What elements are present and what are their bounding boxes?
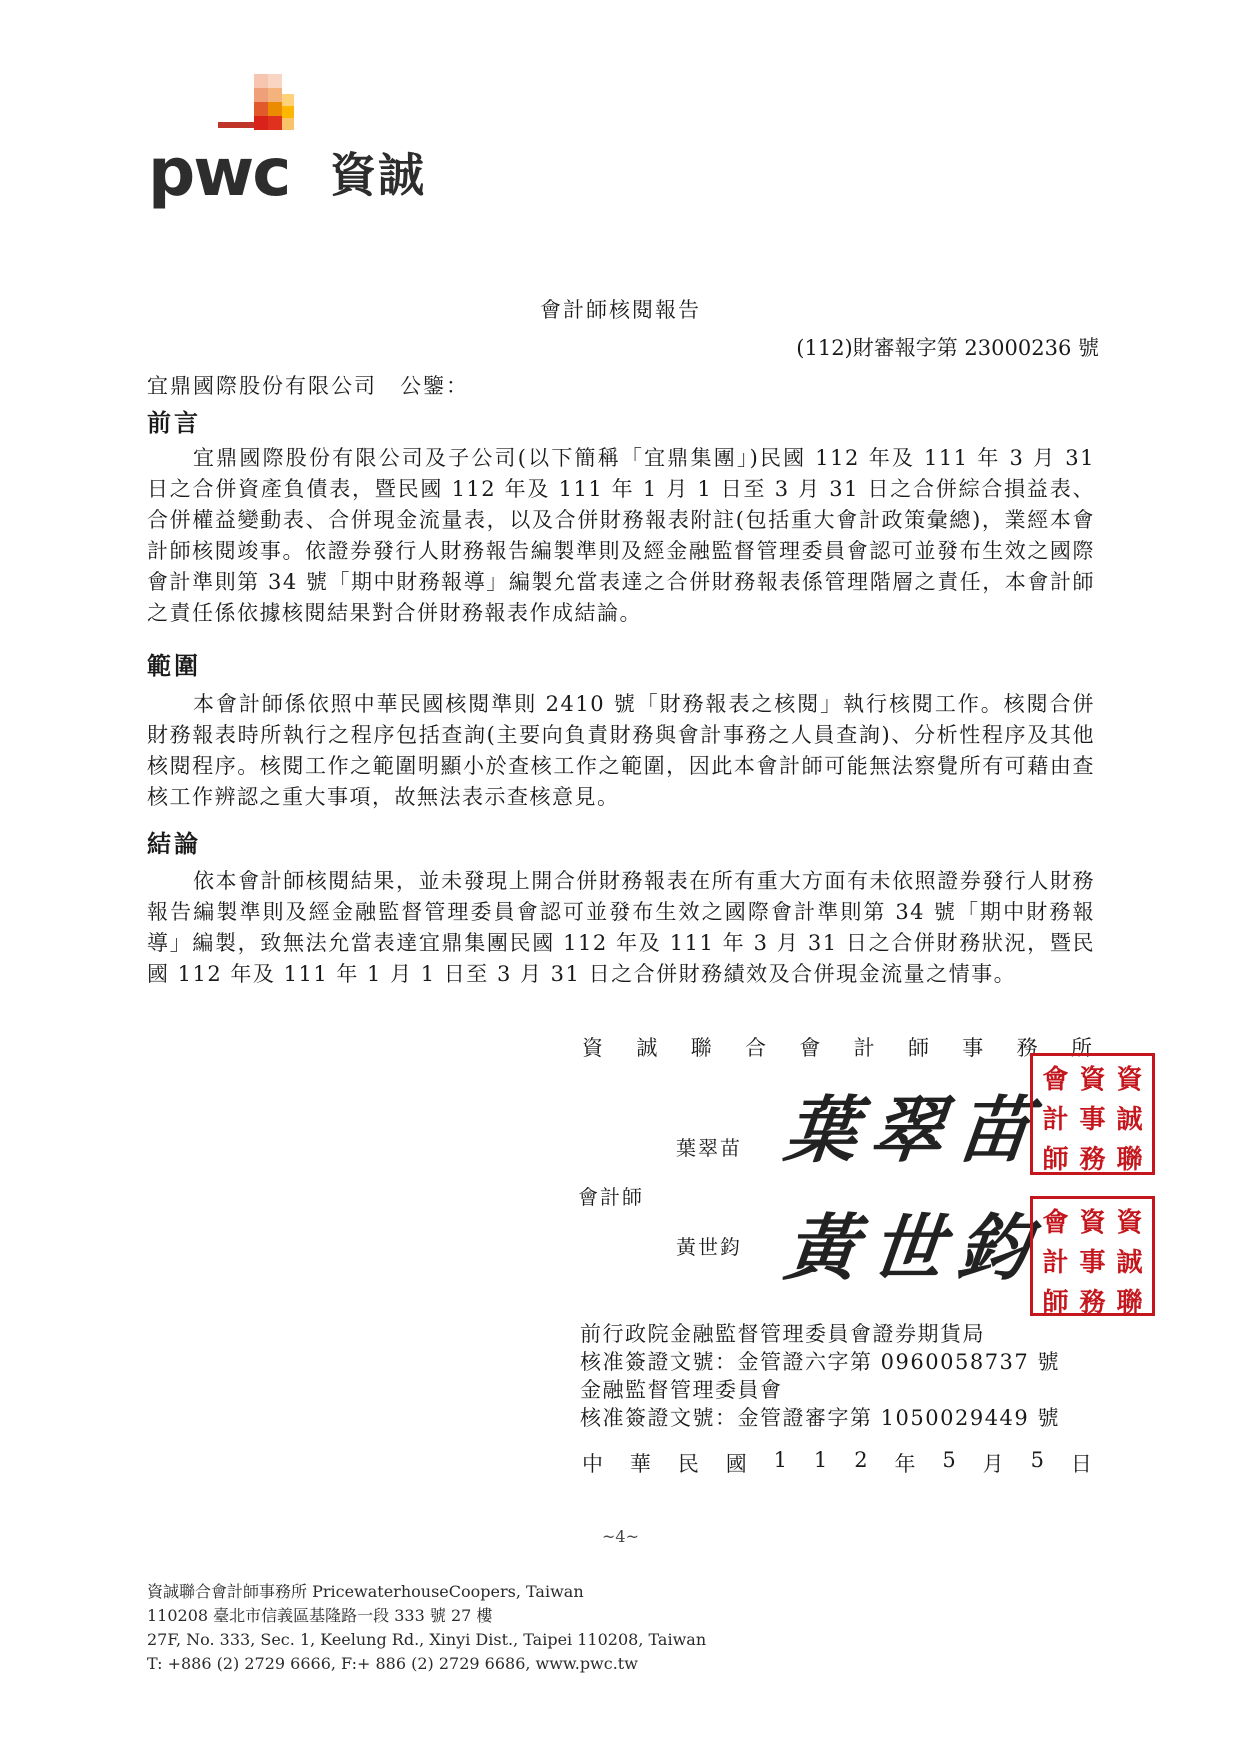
accountant-name-1: 葉翠苗 — [676, 1136, 742, 1160]
company-seal-2: 會 資 資 計 事 誠 師 務 聯 — [1030, 1196, 1155, 1316]
firm-char: 務 — [1016, 1036, 1038, 1060]
date-char: 日 — [1070, 1452, 1092, 1476]
role-label: 會計師 — [578, 1185, 644, 1209]
firm-char: 計 — [853, 1036, 875, 1060]
date-char: 2 — [854, 1448, 868, 1472]
report-title: 會計師核閱報告 — [540, 298, 701, 322]
handwritten-signature-1: 葉翠苗 — [780, 1087, 1048, 1172]
section-body-scope: 本會計師係依照中華民國核閱準則 2410 號「財務報表之核閱」執行核閱工作。核閱合併財務報表時所執行之程序包括查詢(主要向負責財務與會計事務之人員查詢)、分析性程序及其他核閱程序。核閱工作之範圍明顯小於查核工作之範圍，因此本會計師可能無法察覺所有可藉由查核工作辨認之重大事項，故無法表示查核意見。 — [147, 692, 1095, 809]
date-char: 5 — [1030, 1448, 1044, 1472]
handwritten-signature-2: 黃世鈞 — [780, 1205, 1048, 1290]
approval-line: 金融監督管理委員會 — [580, 1378, 783, 1402]
date-char: 月 — [982, 1452, 1004, 1476]
firm-char: 合 — [744, 1036, 766, 1060]
date-char: 1 — [773, 1448, 787, 1472]
firm-char: 資 — [582, 1036, 603, 1060]
date-char: 1 — [813, 1448, 828, 1472]
accountant-name-2: 黃世鈞 — [676, 1235, 742, 1259]
date-char: 民 — [677, 1452, 699, 1476]
section-heading-introduction: 前言 — [147, 408, 201, 437]
date-char: 5 — [942, 1448, 956, 1472]
company-seal-1: 會 資 資 計 事 誠 師 務 聯 — [1030, 1053, 1155, 1175]
section-body-conclusion: 依本會計師核閱結果，並未發現上開合併財務報表在所有重大方面有未依照證券發行人財務報告編製準則及經金融監督管理委員會認可並發布生效之國際會計準則第 34 號「期中財務報導」編製，致無法允當表達宜鼎集團民國 112 年及 111 年 3 月 31 日之合併財務狀況，暨民國 112 年及 111 年 1 月 1 日至 3 月 31 日之合併財務績效及合併現金流量之情事。 — [147, 869, 1095, 986]
approval-block — [580, 1320, 1060, 1432]
page-number: ~4~ — [602, 1527, 639, 1546]
pwc-logo-wordmark: pwc — [148, 134, 290, 211]
firm-char: 聯 — [690, 1036, 712, 1060]
footer-line: 110208 臺北市信義區基隆路一段 333 號 27 樓 — [147, 1606, 493, 1625]
firm-char: 事 — [962, 1036, 984, 1060]
date-char: 年 — [894, 1452, 916, 1476]
approval-line: 核准簽證文號：金管證審字第 1050029449 號 — [580, 1406, 1060, 1430]
firm-char: 誠 — [636, 1036, 658, 1060]
section-heading-conclusion: 結論 — [147, 829, 201, 858]
firm-char: 師 — [907, 1036, 929, 1060]
pwc-logo-mosaic — [218, 70, 308, 140]
date-char: 華 — [629, 1452, 651, 1476]
report-date — [582, 1448, 1092, 1478]
approval-line: 前行政院金融監督管理委員會證券期貨局 — [580, 1322, 985, 1346]
footer-line: T: +886 (2) 2729 6666, F:+ 886 (2) 2729 6686, www.pwc.tw — [147, 1654, 638, 1673]
addressee: 宜鼎國際股份有限公司 公鑒： — [147, 374, 469, 398]
footer-line: 27F, No. 333, Sec. 1, Keelung Rd., Xinyi Dist., Taipei 110208, Taiwan — [147, 1630, 707, 1649]
date-char: 國 — [725, 1452, 747, 1476]
approval-line: 核准簽證文號：金管證六字第 0960058737 號 — [580, 1350, 1060, 1374]
section-body-introduction: 宜鼎國際股份有限公司及子公司(以下簡稱「宜鼎集團」)民國 112 年及 111 年 3 月 31 日之合併資產負債表，暨民國 112 年及 111 年 1 月 1 日至 3 月 31 日之合併綜合損益表、合併權益變動表、合併現金流量表，以及合併財務報表附註(包括重大會計政策彙總)，業經本會計師核閱竣事。依證券發行人財務報告編製準則及經金融監督管理委員會認可並發布生效之國際會計準則第 34 號「期中財務報導」編製允當表達之合併財務報表係管理階層之責任，本會計師之責任係依據核閱結果對合併財務報表作成結論。 — [147, 446, 1095, 625]
firm-char: 會 — [799, 1036, 821, 1060]
footer-line: 資誠聯合會計師事務所 PricewaterhouseCoopers, Taiwan — [147, 1582, 584, 1601]
firm-name — [582, 1032, 1092, 1062]
footer-address — [147, 1580, 706, 1676]
section-heading-scope: 範圍 — [147, 651, 201, 680]
date-char: 中 — [582, 1452, 603, 1476]
firm-logo-chinese: 資誠 — [330, 148, 426, 202]
report-reference-number: (112)財審報字第 23000236 號 — [796, 336, 1099, 360]
firm-char: 所 — [1070, 1036, 1092, 1060]
